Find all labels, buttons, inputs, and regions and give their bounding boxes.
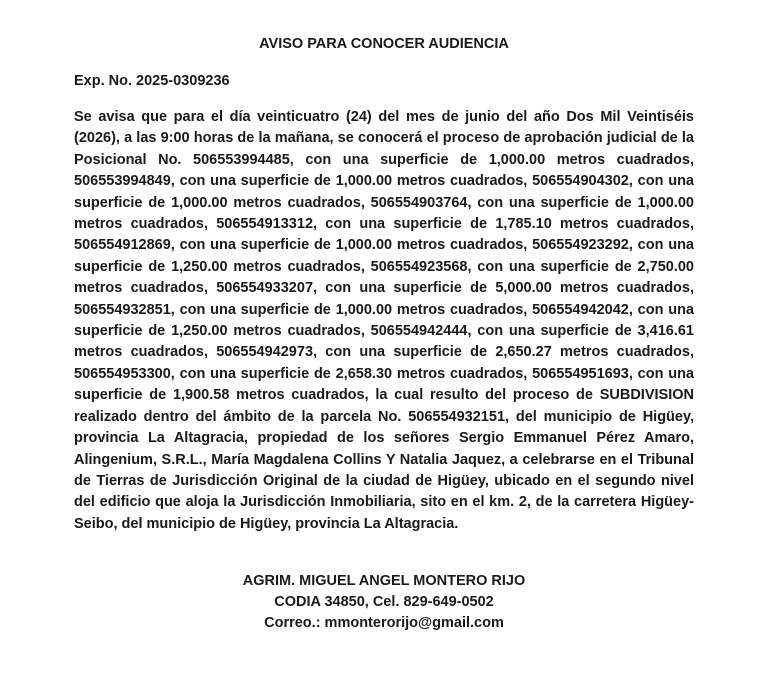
- case-number: Exp. No. 2025-0309236: [74, 73, 230, 89]
- notice-body: Se avisa que para el día veinticuatro (24) del mes de junio del año Dos Mil Veintiséis (2026), a las 9:00 horas de la mañana, se conocerá el proceso de aprobación judicial de la Posicional No. 506553994485, con una superficie de 1,000.00 metros cuadrados, 506553994849, con una superficie de 1,000.00 metros cuadrados, 506554904302, con una superficie de 1,000.00 metros cuadrados, 506554903764, con una superficie de 1,000.00 metros cuadrados, 506554913312, con una superficie de 1,785.10 metros cuadrados, 506554912869, con una superficie de 1,000.00 metros cuadrados, 506554923292, con una superficie de 1,250.00 metros cuadrados, 506554923568, con una superficie de 2,750.00 metros cuadrados, 506554933207, con una superficie de 5,000.00 metros cuadrados, 506554932851, con una superficie de 1,000.00 metros cuadrados, 506554942042, con una superficie de 1,250.00 metros cuadrados, 506554942444, con una superficie de 3,416.61 metros cuadrados, 506554942973, con una superficie de 2,650.27 metros cuadrados, 506554953300, con una superficie de 2,658.30 metros cuadrados, 506554951693, con una superficie de 1,900.58 metros cuadrados, la cual resulto del proceso de SUBDIVISION realizado dentro del ámbito de la parcela No. 506554932151, del municipio de Higüey, provincia La Altagracia, propiedad de los señores Sergio Emmanuel Pérez Amaro, Alingenium, S.R.L., María Magdalena Collins Y Natalia Jaquez, a celebrarse en el Tribunal de Tierras de Jurisdicción Original de la ciudad de Higüey, ubicado en el segundo nivel del edificio que aloja la Jurisdicción Inmobiliaria, sito en el km. 2, de la carretera Higüey-Seibo, del municipio de Higüey, provincia La Altagracia.: [74, 109, 694, 532]
- signatory-name: AGRIM. MIGUEL ANGEL MONTERO RIJO: [242, 573, 526, 589]
- signatory-codia-phone: CODIA 34850, Cel. 829-649-0502: [274, 594, 494, 610]
- signatory-email: Correo.: mmonterorijo@gmail.com: [264, 615, 504, 631]
- notice-title: AVISO PARA CONOCER AUDIENCIA: [259, 36, 509, 52]
